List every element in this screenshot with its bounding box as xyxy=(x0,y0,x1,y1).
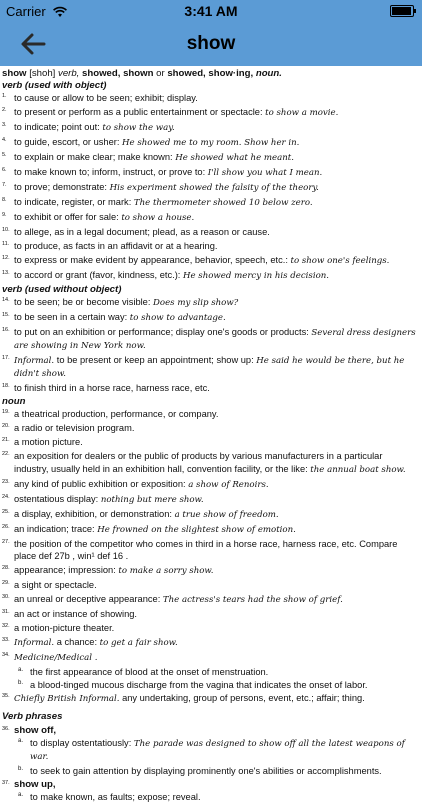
subsense-letter: a. xyxy=(18,666,24,673)
sense-text: any undertaking, group of persons, event, etc.; affair; thing. xyxy=(122,693,365,704)
sense-number: 21. xyxy=(2,437,10,444)
sense-example: I'll show you what I mean. xyxy=(207,168,323,178)
sense-30 xyxy=(2,593,416,606)
sense-6 xyxy=(2,166,416,179)
sense-example: the annual boat show. xyxy=(310,464,406,475)
sense-text: a radio or television program. xyxy=(14,423,135,434)
subsense-text: to seek to gain attention by displaying prominently one's abilities or accomplishments. xyxy=(30,765,382,776)
sense-22 xyxy=(2,450,416,475)
sense-label: Chiefly British Informal. xyxy=(14,694,120,705)
sense-example: to show a house. xyxy=(121,213,195,223)
sense-example: He showed mercy in his decision. xyxy=(182,271,330,281)
inflected-forms: showed, shown xyxy=(82,68,154,79)
sense-example: a true show of freedom. xyxy=(174,509,279,520)
section-heading: verb (used with object) xyxy=(2,80,107,91)
sense-number: 29. xyxy=(2,579,10,586)
sense-example: The actress's tears had the show of grief. xyxy=(162,594,343,605)
sense-text: to cause or allow to be seen; exhibit; display. xyxy=(14,93,198,103)
sense-number: 6. xyxy=(2,167,7,173)
sense-example: nothing but mere show. xyxy=(100,494,204,505)
sense-example: to show one's feelings. xyxy=(290,256,390,266)
sense-32 xyxy=(2,622,416,634)
sense-number: 26. xyxy=(2,523,10,530)
sense-text: to present or perform as a public entertainment or spectacle: xyxy=(14,107,263,117)
verb-phrases xyxy=(2,725,416,803)
phrase-text: show off, xyxy=(14,725,57,737)
sense-4 xyxy=(2,136,416,149)
sense-19 xyxy=(2,408,416,420)
pronunciation: [shoh] xyxy=(29,68,56,79)
sense-text: to accord or grant (favor, kindness, etc.): xyxy=(14,270,181,280)
sense-text: a motion-picture theater. xyxy=(14,622,115,633)
sense-number: 20. xyxy=(2,423,10,430)
subsense xyxy=(10,791,416,803)
sense-34 xyxy=(2,651,416,664)
sense-28 xyxy=(2,564,416,577)
sense-number: 22. xyxy=(2,451,10,458)
sense-text: any kind of public exhibition or exposition: xyxy=(14,478,186,489)
sense-number: 30. xyxy=(2,593,10,600)
sense-text: to explain or make clear; make known: xyxy=(14,152,173,162)
sense-23 xyxy=(2,478,416,491)
sense-18 xyxy=(2,382,416,394)
sense-number: 13. xyxy=(2,270,10,276)
sense-2 xyxy=(2,106,416,119)
sense-example: to get a fair show. xyxy=(99,637,178,648)
sense-example: to show the way. xyxy=(102,123,175,133)
sense-number: 27. xyxy=(2,538,10,545)
sense-number: 12. xyxy=(2,255,10,261)
sense-text: to prove; demonstrate: xyxy=(14,182,108,192)
sense-text: to guide, escort, or usher: xyxy=(14,137,120,147)
sense-text: to indicate, register, or mark: xyxy=(14,197,132,207)
sense-text: to allege, as in a legal document; plead, as a reason or cause. xyxy=(14,227,270,237)
inflected-forms-2: showed, show·ing, xyxy=(167,68,254,79)
sense-15 xyxy=(2,311,416,324)
status-time: 3:41 AM xyxy=(184,3,238,19)
sense-sections xyxy=(2,80,416,649)
sense-9 xyxy=(2,211,416,224)
sense-17 xyxy=(2,354,416,380)
sense-text: ostentatious display: xyxy=(14,493,99,504)
sense-27 xyxy=(2,538,416,562)
sense-8 xyxy=(2,196,416,209)
sense-number: 19. xyxy=(2,409,10,416)
navigation-bar xyxy=(0,22,422,66)
sense-label: Medicine/Medical . xyxy=(14,652,98,663)
sense-text: to be seen in a certain way: xyxy=(14,312,128,322)
sense-34-subsenses xyxy=(2,666,416,691)
sense-number: 37. xyxy=(2,779,10,786)
sense-example: He showed me to my room. Show her in. xyxy=(122,138,300,148)
sense-number: 9. xyxy=(2,212,7,218)
subsense-text: the first appearance of blood at the onset of menstruation. xyxy=(30,666,269,677)
sense-example: to show to advantage. xyxy=(129,313,226,323)
sense-number: 4. xyxy=(2,137,7,143)
status-bar xyxy=(0,0,422,22)
sense-text: the position of the competitor who comes in third in a horse race, harness race, etc. Compare place def 27b , win¹ def 16 . xyxy=(14,538,398,561)
sense-text: to indicate; point out: xyxy=(14,122,100,132)
sense-example: He showed what he meant. xyxy=(175,153,294,163)
sense-text: to make known to; inform, instruct, or prove to: xyxy=(14,167,206,177)
sense-number: 36. xyxy=(2,726,10,733)
sense-1 xyxy=(2,92,416,104)
page-title: show xyxy=(186,33,236,54)
sense-example: to show a movie. xyxy=(265,108,339,118)
sense-text: to finish third in a horse race, harness race, etc. xyxy=(14,383,210,394)
sense-number: 34. xyxy=(2,651,10,658)
sense-10 xyxy=(2,226,416,238)
sense-number: 8. xyxy=(2,197,7,203)
section-heading: noun xyxy=(2,396,26,408)
or-text: or xyxy=(156,68,165,79)
subsense-letter: a. xyxy=(18,738,24,745)
definition-content[interactable] xyxy=(0,66,422,802)
sense-label: Informal. xyxy=(14,356,55,367)
subsense-text: to make known, as faults; expose; reveal. xyxy=(30,791,201,802)
sense-text: an act or instance of showing. xyxy=(14,608,137,619)
sense-12 xyxy=(2,254,416,267)
sense-number: 14. xyxy=(2,297,10,303)
battery-icon xyxy=(390,5,414,17)
sense-11 xyxy=(2,240,416,252)
sense-29 xyxy=(2,579,416,591)
sense-text: to produce, as facts in an affidavit or at a hearing. xyxy=(14,241,218,251)
sense-text: to put on an exhibition or performance; display one's goods or products: xyxy=(14,327,309,337)
sense-31 xyxy=(2,608,416,620)
section-heading-verb-phrases: Verb phrases xyxy=(2,711,63,723)
headword: show xyxy=(2,68,27,79)
verb-phrase xyxy=(2,725,416,737)
sense-example: His experiment showed the falsity of the theory. xyxy=(109,183,319,193)
part-of-speech-2: noun. xyxy=(255,68,282,79)
verb-phrase xyxy=(2,779,416,791)
sense-text: a motion picture. xyxy=(14,437,83,448)
sense-number: 1. xyxy=(2,93,7,99)
subsense-letter: a. xyxy=(18,791,24,798)
sense-number: 3. xyxy=(2,122,7,128)
sense-number: 17. xyxy=(2,355,10,362)
sense-number: 10. xyxy=(2,227,10,233)
subsense xyxy=(10,737,416,763)
sense-number: 28. xyxy=(2,564,10,571)
sense-number: 15. xyxy=(2,312,10,318)
sense-number: 23. xyxy=(2,478,10,485)
sense-14 xyxy=(2,296,416,309)
sense-5 xyxy=(2,151,416,164)
sense-21 xyxy=(2,436,416,448)
sense-example: Does my slip show? xyxy=(153,298,239,308)
sense-7 xyxy=(2,181,416,194)
sense-text: to be present or keep an appointment; show up: xyxy=(56,355,254,366)
sense-number: 31. xyxy=(2,608,10,615)
sense-number: 5. xyxy=(2,152,7,158)
sense-text: a chance: xyxy=(56,636,98,647)
sense-text: an indication; trace: xyxy=(14,523,95,534)
sense-number: 35. xyxy=(2,693,10,700)
sense-text: a display, exhibition, or demonstration: xyxy=(14,508,172,519)
battery-level xyxy=(392,7,411,15)
sense-number: 18. xyxy=(2,383,10,390)
sense-13 xyxy=(2,269,416,282)
subsense xyxy=(10,679,416,691)
entry-header xyxy=(2,68,416,80)
subsense-example: The parade was designed to show off all the latest weapons of war. xyxy=(30,739,405,763)
sense-25 xyxy=(2,508,416,521)
sense-text: to be seen; be or become visible: xyxy=(14,297,151,307)
sense-example: Several dress designers are showing in New York now. xyxy=(14,328,416,352)
sense-3 xyxy=(2,121,416,134)
sense-number: 11. xyxy=(2,241,10,247)
sense-text: an unreal or deceptive appearance: xyxy=(14,593,161,604)
sense-33 xyxy=(2,636,416,649)
part-of-speech: verb, xyxy=(58,68,80,79)
sense-number: 25. xyxy=(2,508,10,515)
sense-text: appearance; impression: xyxy=(14,564,116,575)
sense-26 xyxy=(2,523,416,536)
sense-text: a theatrical production, performance, or company. xyxy=(14,409,219,420)
sense-number: 7. xyxy=(2,182,7,188)
sense-example: The thermometer showed 10 below zero. xyxy=(133,198,313,208)
sense-number: 33. xyxy=(2,636,10,643)
sense-example: He said he would be there, but he didn't show. xyxy=(14,356,405,380)
sense-text: to exhibit or offer for sale: xyxy=(14,212,119,222)
sense-text: to express or make evident by appearance, behavior, speech, etc.: xyxy=(14,255,288,265)
sense-16 xyxy=(2,326,416,352)
sense-example: a show of Renoirs. xyxy=(188,479,269,490)
sense-number: 32. xyxy=(2,622,10,629)
sense-number: 24. xyxy=(2,493,10,500)
section-heading: verb (used without object) xyxy=(2,284,122,295)
subsense xyxy=(10,666,416,678)
carrier-text: Carrier xyxy=(6,4,46,19)
subsense-text: a blood-tinged mucous discharge from the vagina that indicates the onset of labor. xyxy=(30,680,368,691)
subsense-text: to display ostentatiously: xyxy=(30,738,132,749)
sense-example: to make a sorry show. xyxy=(118,565,214,576)
sense-example: He frowned on the slightest show of emotion. xyxy=(97,524,296,535)
sense-text: a sight or spectacle. xyxy=(14,579,97,590)
sense-number: 2. xyxy=(2,107,7,113)
sense-24 xyxy=(2,493,416,506)
sense-number: 16. xyxy=(2,327,10,333)
sense-20 xyxy=(2,422,416,434)
sense-35 xyxy=(2,692,416,705)
sense-label: Informal. xyxy=(14,637,55,648)
phrase-text: show up, xyxy=(14,778,56,790)
subsense xyxy=(10,765,416,777)
subsense-letter: b. xyxy=(18,680,24,687)
sense-text: an exposition for dealers or the public of products by various manufacturers in a particular industry, usually held in an exhibition hall, convention facility, or the like: xyxy=(14,451,383,474)
subsense-letter: b. xyxy=(18,765,24,772)
